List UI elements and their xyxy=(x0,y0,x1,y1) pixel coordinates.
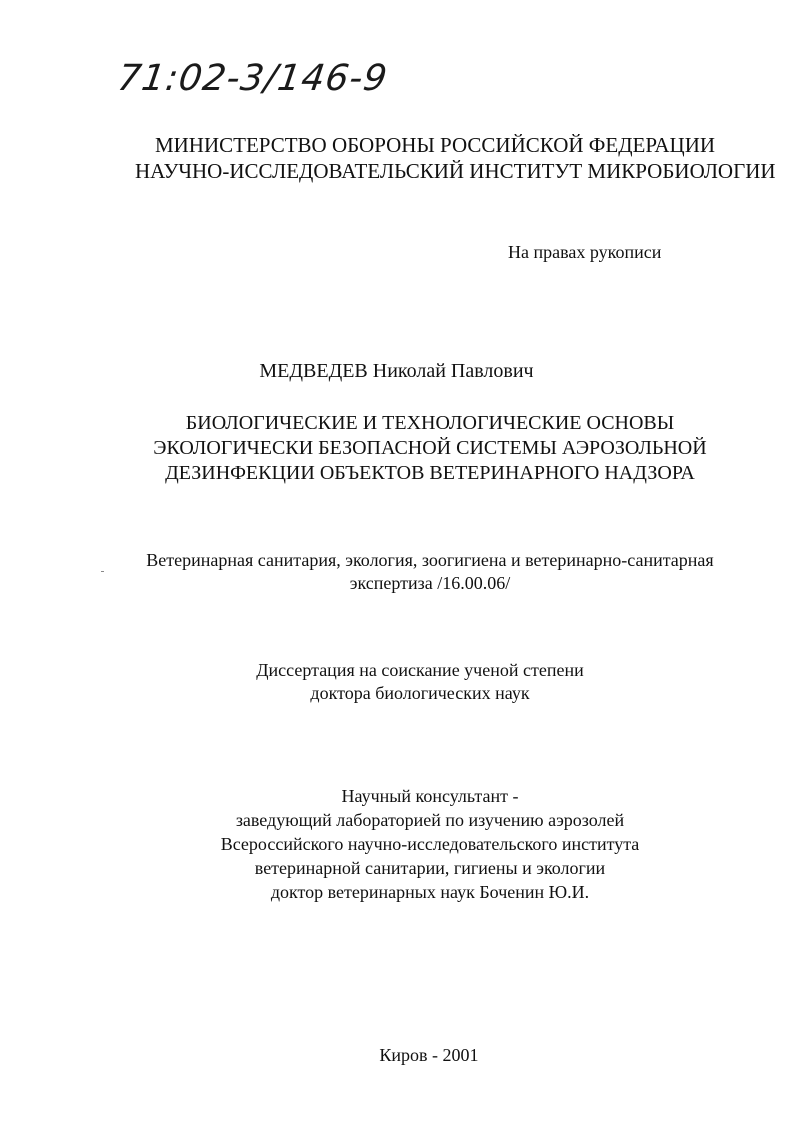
organization-header xyxy=(135,132,776,184)
organization-institute: НАУЧНО-ИССЛЕДОВАТЕЛЬСКИЙ ИНСТИТУТ МИКРОБИОЛОГИИ xyxy=(135,159,776,183)
consultant-line-5: доктор ветеринарных наук Боченин Ю.И. xyxy=(270,882,590,902)
handwritten-archive-code: 71:02-3/146-9 xyxy=(115,58,391,99)
consultant-line-1: Научный консультант - xyxy=(341,786,519,806)
scientific-consultant xyxy=(150,784,710,904)
title-line-2: ЭКОЛОГИЧЕСКИ БЕЗОПАСНОЙ СИСТЕМЫ АЭРОЗОЛЬНОЙ xyxy=(153,437,707,459)
author-name: МЕДВЕДЕВ Николай Павлович xyxy=(259,360,534,382)
degree-line-1: Диссертация на соискание ученой степени xyxy=(256,660,584,680)
degree-line-2: доктора биологических наук xyxy=(310,683,530,703)
scan-speck xyxy=(101,571,104,572)
dissertation-title xyxy=(100,411,760,486)
title-line-3: ДЕЗИНФЕКЦИИ ОБЪЕКТОВ ВЕТЕРИНАРНОГО НАДЗОРА xyxy=(165,462,695,484)
specialty-description xyxy=(130,549,730,595)
degree-statement xyxy=(150,659,690,705)
specialty-line-2: экспертиза /16.00.06/ xyxy=(349,573,511,593)
organization-ministry: МИНИСТЕРСТВО ОБОРОНЫ РОССИЙСКОЙ ФЕДЕРАЦИИ xyxy=(154,133,716,157)
place-and-year: Киров - 2001 xyxy=(379,1045,479,1065)
title-line-1: БИОЛОГИЧЕСКИЕ И ТЕХНОЛОГИЧЕСКИЕ ОСНОВЫ xyxy=(185,412,675,434)
specialty-line-1: Ветеринарная санитария, экология, зоогигиена и ветеринарно-санитарная xyxy=(146,550,714,570)
rights-label: На правах рукописи xyxy=(508,242,662,262)
consultant-line-3: Всероссийского научно-исследовательского института xyxy=(220,834,640,854)
consultant-line-2: заведующий лабораторией по изучению аэрозолей xyxy=(235,810,625,830)
consultant-line-4: ветеринарной санитарии, гигиены и экологии xyxy=(254,858,606,878)
